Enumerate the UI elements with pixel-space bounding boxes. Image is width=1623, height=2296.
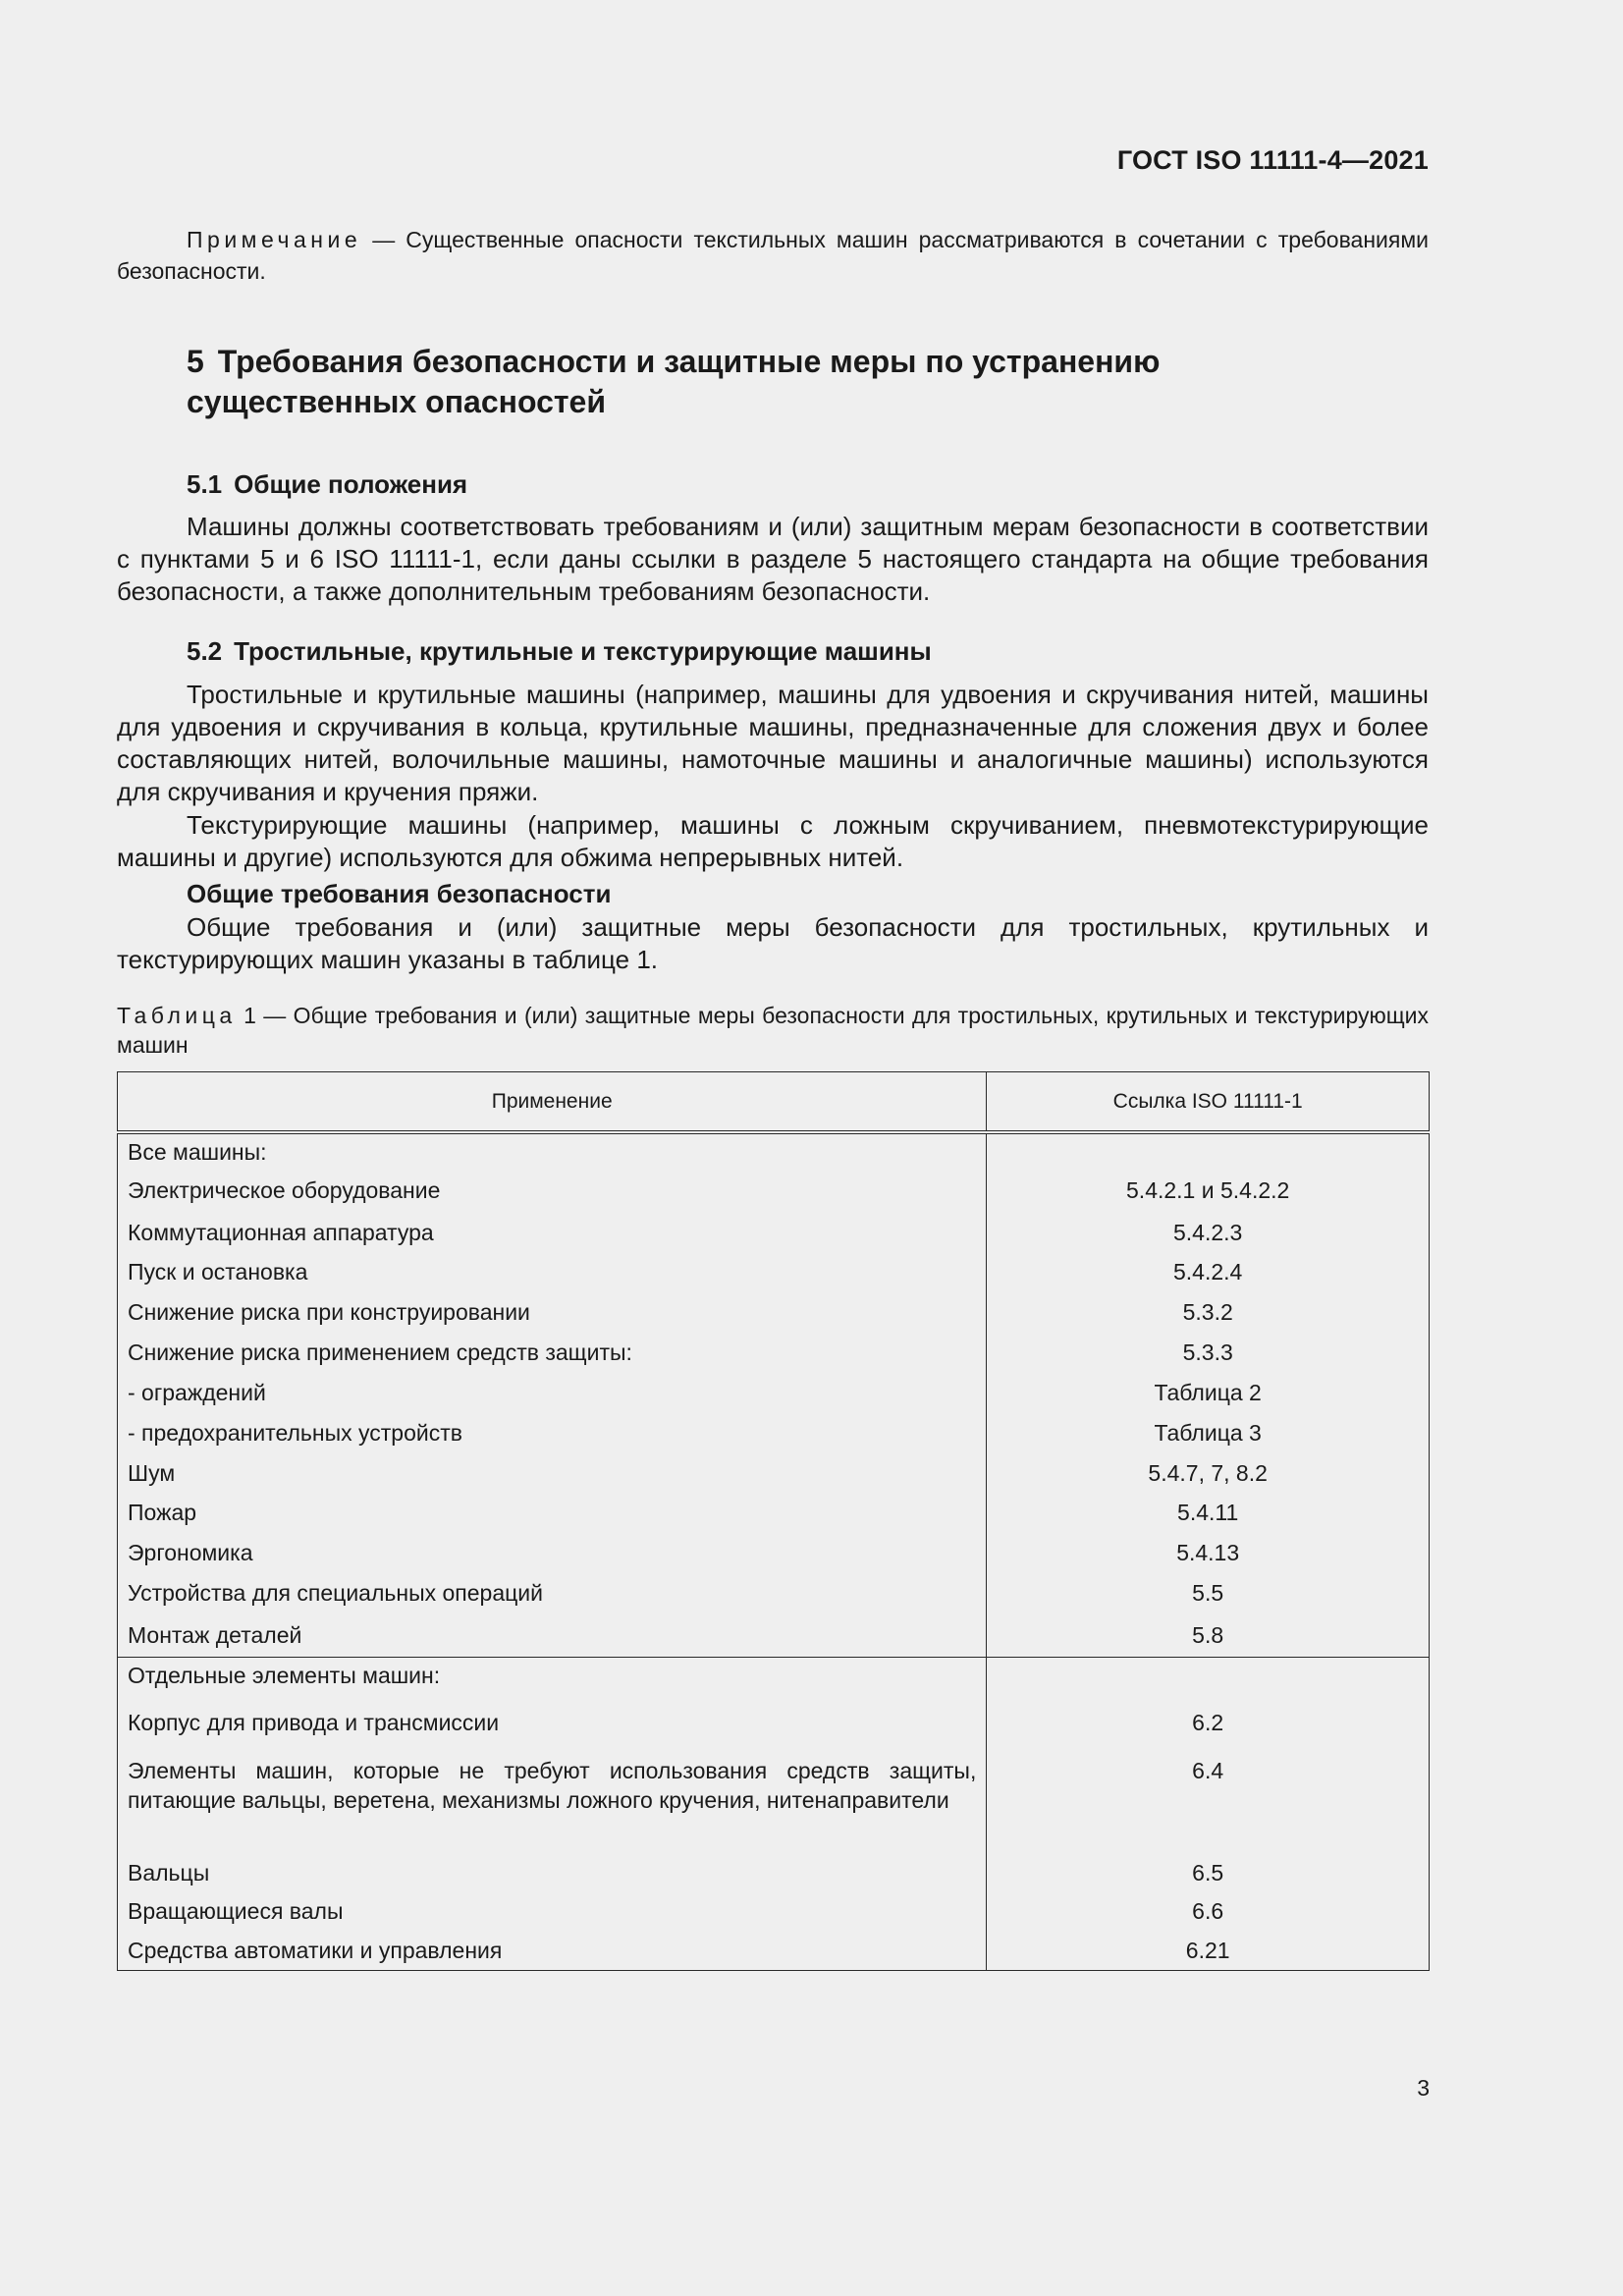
- table-row: [118, 1693, 1430, 1751]
- row-ref: 5.4.2.1 и 5.4.2.2: [987, 1169, 1430, 1212]
- row-name: Пожар: [118, 1493, 987, 1532]
- table-row: [118, 1572, 1430, 1613]
- section-5-heading: [187, 342, 1267, 422]
- row-ref: [987, 1132, 1430, 1169]
- table-row: [118, 1372, 1430, 1413]
- requirements-table: [117, 1071, 1430, 1971]
- row-name: Коммутационная аппаратура: [118, 1212, 987, 1252]
- table-row: [118, 1613, 1430, 1657]
- row-ref: 5.5: [987, 1572, 1430, 1613]
- row-name: Вальцы: [118, 1855, 987, 1890]
- row-name: Вращающиеся валы: [118, 1890, 987, 1931]
- page-content: [117, 224, 1429, 1963]
- table-row: [118, 1291, 1430, 1332]
- section-number: 5: [187, 344, 204, 379]
- row-name: Электрическое оборудование: [118, 1169, 987, 1212]
- row-ref: 6.21: [987, 1931, 1430, 1970]
- table-row: [118, 1532, 1430, 1572]
- paragraph-5-2-1: Тростильные и крутильные машины (например, машины для удвоения и скручивания нитей, машины для удвоения и скручивания в кольца, крутильные машины, предназначенные для сложения двух и более составляющих нитей, волочильные машины, намоточные машины и аналогичные машины) используются для скручивания и кручения пряжи.: [117, 680, 1429, 806]
- row-ref: 6.5: [987, 1855, 1430, 1890]
- table-row: [118, 1252, 1430, 1291]
- page-number: 3: [1417, 2075, 1430, 2101]
- paragraph-5-1: Машины должны соответствовать требованиям и (или) защитным мерам безопасности в соответствии с пунктами 5 и 6 ISO 11111-1, если даны ссылки в разделе 5 настоящего стандарта на общие требования безопасности, а также дополнительным требованиям безопасности.: [117, 512, 1429, 606]
- row-name: Корпус для привода и трансмиссии: [118, 1693, 987, 1751]
- table-row: [118, 1452, 1430, 1493]
- document-code: ГОСТ ISO 11111-4—2021: [1116, 145, 1429, 175]
- row-ref: 6.6: [987, 1890, 1430, 1931]
- table-row: [118, 1931, 1430, 1970]
- row-name: Эргономика: [118, 1532, 987, 1572]
- table-row: [118, 1169, 1430, 1212]
- table-row: [118, 1332, 1430, 1372]
- row-ref: 5.8: [987, 1613, 1430, 1657]
- section-title: Требования безопасности и защитные меры по устранению существенных опасностей: [187, 344, 1161, 419]
- row-ref: Таблица 3: [987, 1413, 1430, 1452]
- subsection-title: Общие положения: [234, 469, 468, 499]
- row-ref: Таблица 2: [987, 1372, 1430, 1413]
- table-row: [118, 1493, 1430, 1532]
- table-caption: [117, 1001, 1429, 1060]
- row-name: Шум: [118, 1452, 987, 1493]
- table-row: [118, 1132, 1430, 1169]
- row-name: Устройства для специальных операций: [118, 1572, 987, 1613]
- table-row: [118, 1751, 1430, 1855]
- table-row: [118, 1855, 1430, 1890]
- row-ref: 5.4.2.3: [987, 1212, 1430, 1252]
- table-row: [118, 1413, 1430, 1452]
- note-text: — Существенные опасности текстильных машин рассматриваются в сочетании с требованиями безопасности.: [117, 227, 1429, 284]
- subsection-number: 5.2: [187, 636, 223, 666]
- row-ref: 5.3.3: [987, 1332, 1430, 1372]
- row-name: Снижение риска при конструировании: [118, 1291, 987, 1332]
- row-ref: 6.2: [987, 1693, 1430, 1751]
- row-name: Снижение риска применением средств защиты:: [118, 1332, 987, 1372]
- table-row: [118, 1657, 1430, 1693]
- row-ref: 6.4: [987, 1751, 1430, 1855]
- row-ref: 5.4.11: [987, 1493, 1430, 1532]
- table-caption-label: Таблица: [117, 1003, 237, 1028]
- subsection-5-1-heading: [187, 469, 467, 500]
- row-ref: 5.3.2: [987, 1291, 1430, 1332]
- row-ref: 5.4.2.4: [987, 1252, 1430, 1291]
- general-requirements-heading: Общие требования безопасности: [187, 879, 612, 908]
- row-ref: 5.4.13: [987, 1532, 1430, 1572]
- subsection-title: Тростильные, крутильные и текстурирующие машины: [234, 636, 932, 666]
- row-name: - предохранительных устройств: [118, 1413, 987, 1452]
- row-name: Элементы машин, которые не требуют использования средств защиты, питающие вальцы, веретена, механизмы ложного кручения, нитенаправители: [118, 1751, 987, 1855]
- row-ref: [987, 1657, 1430, 1693]
- paragraph-5-2-3: Общие требования и (или) защитные меры безопасности для тростильных, крутильных и текстурирующих машин указаны в таблице 1.: [117, 912, 1429, 974]
- row-name: - ограждений: [118, 1372, 987, 1413]
- row-name: Средства автоматики и управления: [118, 1931, 987, 1970]
- row-name: Монтаж деталей: [118, 1613, 987, 1657]
- table-row: [118, 1212, 1430, 1252]
- row-name: Пуск и остановка: [118, 1252, 987, 1291]
- row-name: Все машины:: [118, 1132, 987, 1169]
- column-header-reference: Ссылка ISO 11111-1: [987, 1072, 1430, 1133]
- table-caption-text: 1 — Общие требования и (или) защитные меры безопасности для тростильных, крутильных и текстурирующих машин: [117, 1003, 1429, 1058]
- row-name: Отдельные элементы машин:: [118, 1657, 987, 1693]
- table-body: [118, 1132, 1430, 1970]
- row-ref: 5.4.7, 7, 8.2: [987, 1452, 1430, 1493]
- subsection-5-2-heading: [187, 636, 932, 667]
- subsection-number: 5.1: [187, 469, 223, 499]
- paragraph-5-2-2: Текстурирующие машины (например, машины с ложным скручиванием, пневмотекстурирующие машины и другие) используются для обжима непрерывных нитей.: [117, 810, 1429, 872]
- note: [117, 224, 1429, 287]
- note-label: Примечание: [187, 227, 362, 252]
- column-header-application: Применение: [118, 1072, 987, 1133]
- table-row: [118, 1890, 1430, 1931]
- table-header-row: [118, 1072, 1430, 1133]
